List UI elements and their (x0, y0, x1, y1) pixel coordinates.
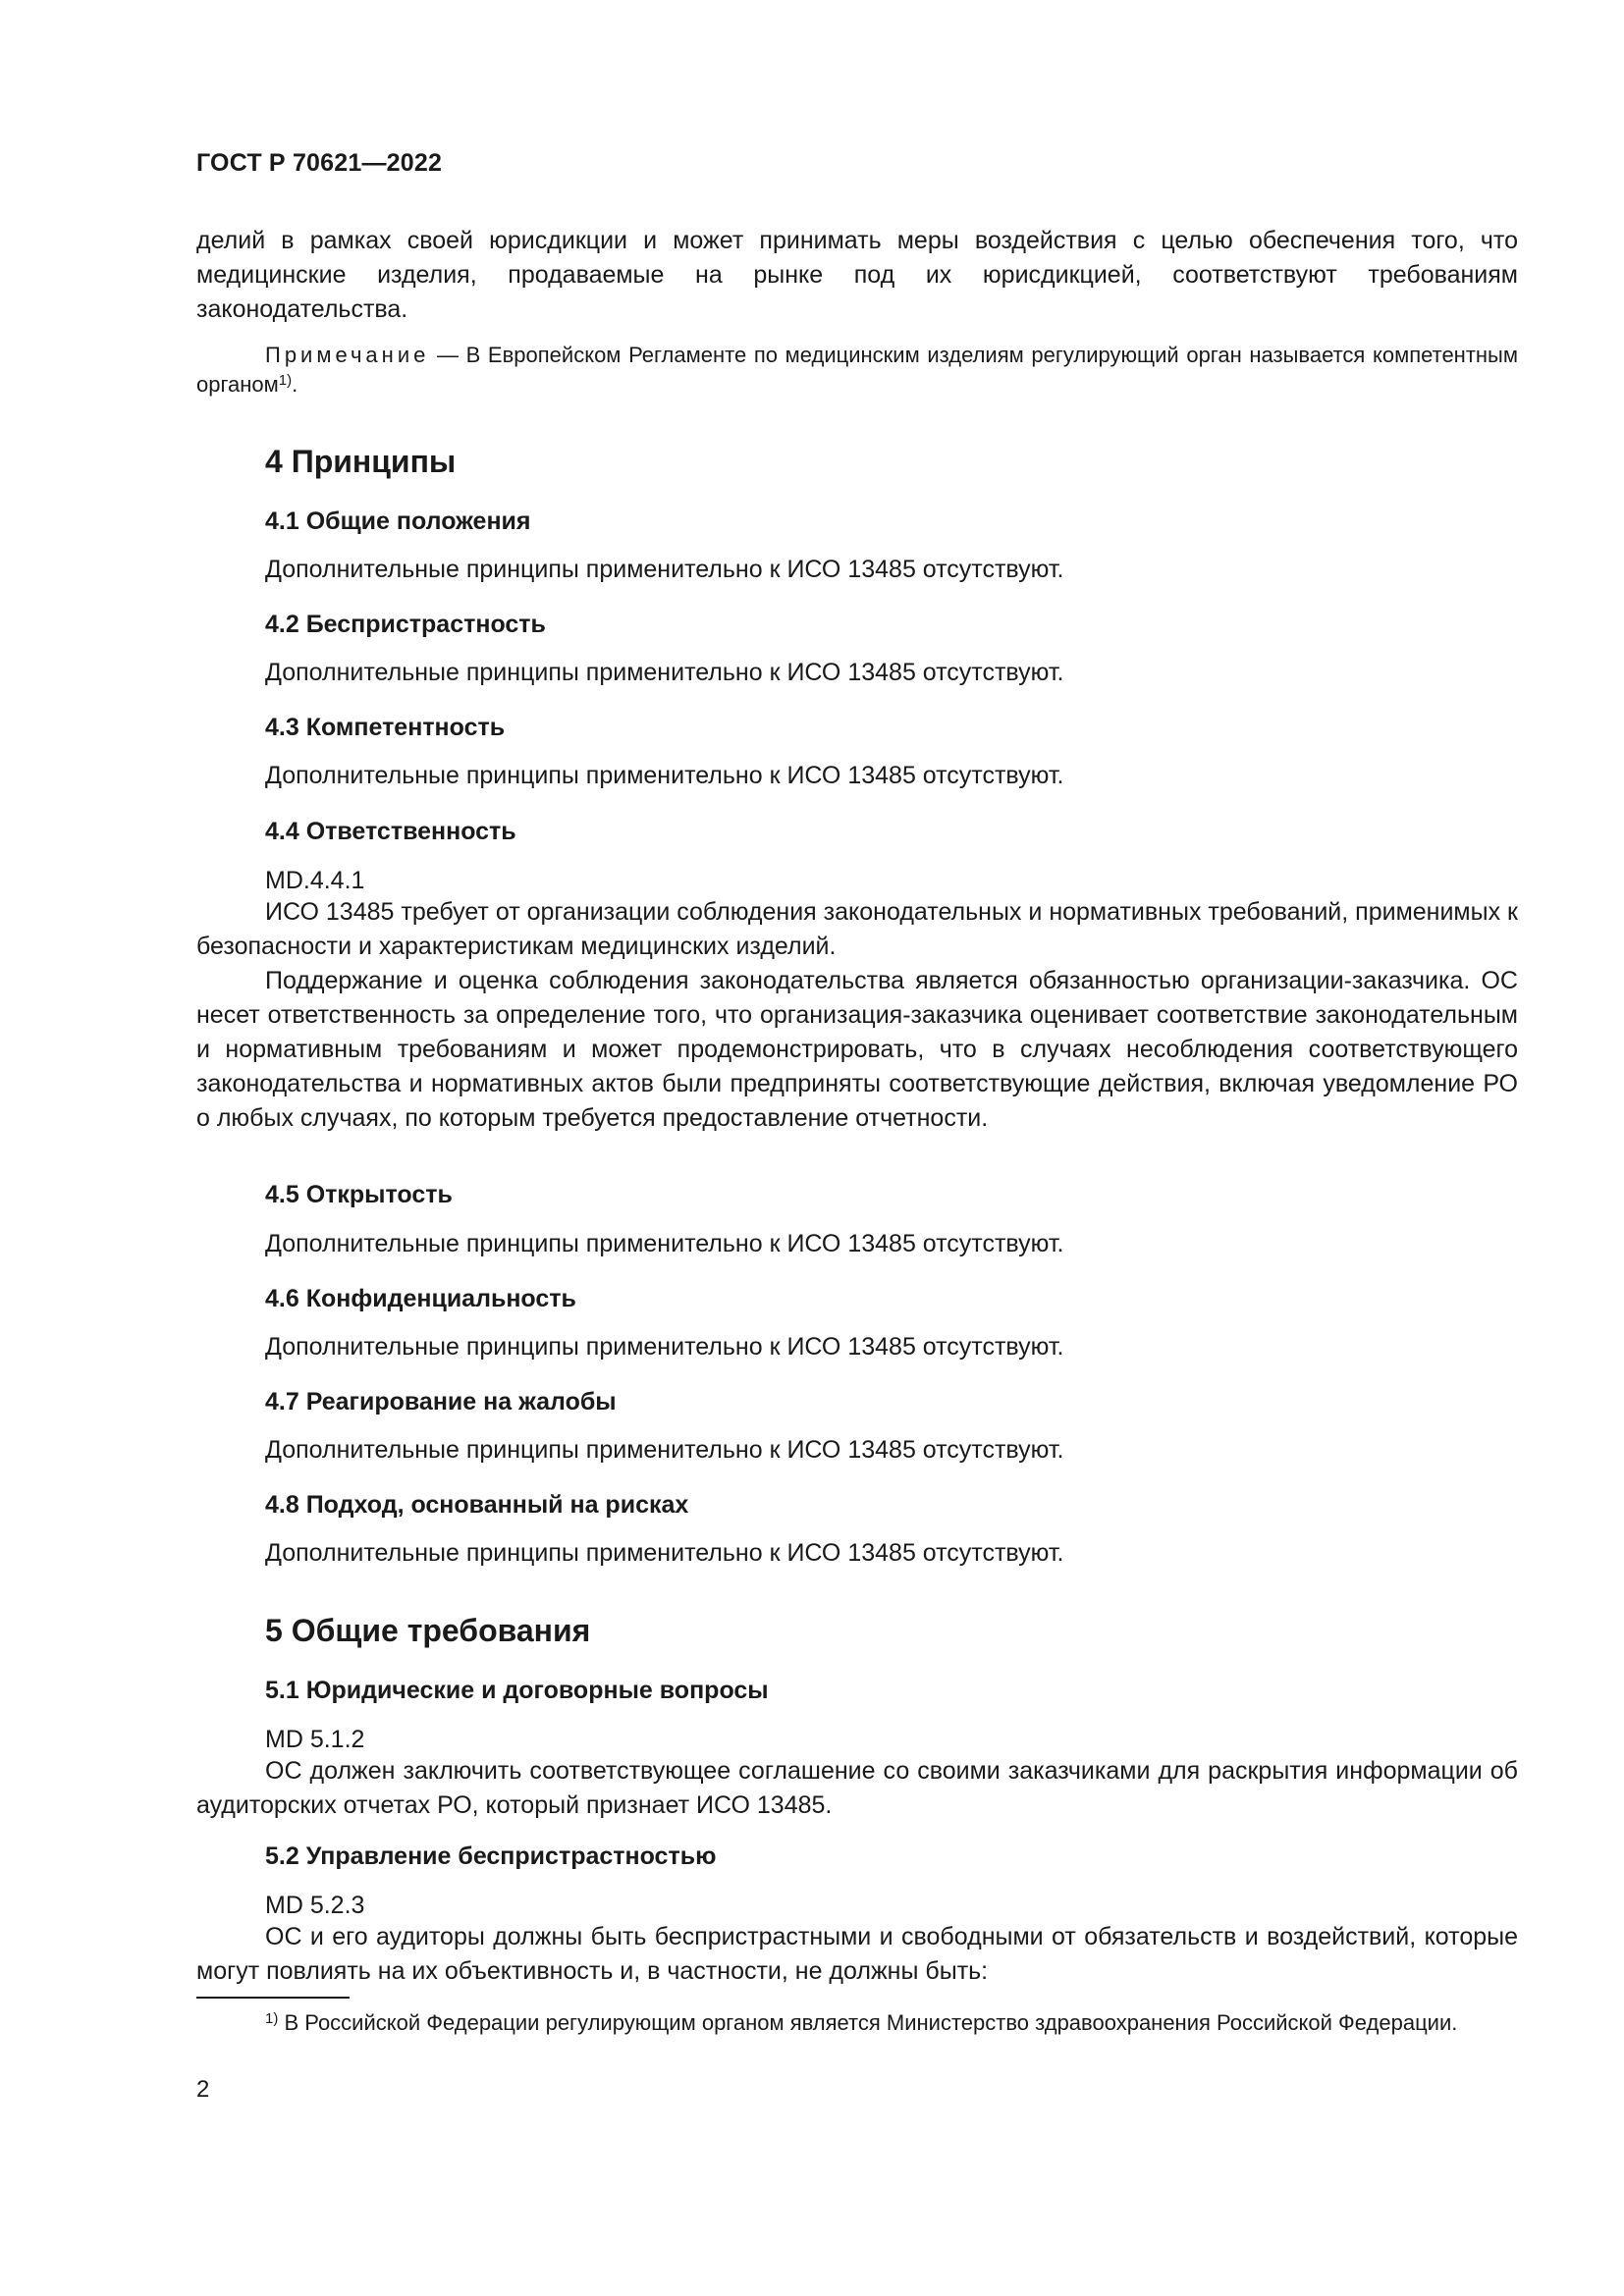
section-5-2-title: 5.2 Управление беспристрастностью (265, 1842, 717, 1870)
section-4-5-title: 4.5 Открытость (265, 1181, 453, 1208)
section-4-6-title: 4.6 Конфиденциальность (265, 1285, 576, 1312)
section-4-3-title: 4.3 Компетентность (265, 714, 506, 741)
section-4-8-title: 4.8 Подход, основанный на рисках (265, 1491, 689, 1519)
section-5-title: 5 Общие требования (265, 1613, 591, 1648)
section-5-1-code: MD 5.1.2 (265, 1726, 365, 1753)
section-4-4-paragraph-2: Поддержание и оценка соблюдения законодательства является обязанностью организации-заказчика. ОС несет ответственность за определение того, что организация-заказчика оценивает соответствие законодательным и нормативным требованиям и может продемонстрировать, что в случаях несоблюдения соответствующего законодательства и нормативных актов были предприняты соответствующие действия, включая уведомление РО о любых случаях, по которым требуется предоставление отчетности. (196, 967, 1518, 1132)
note (196, 341, 1518, 400)
intro-continuation: делий в рамках своей юрисдикции и может принимать меры воздействия с целью обеспечения того, что медицинские изделия, продаваемые на рынке под их юрисдикцией, соответствуют требованиям законодательства. (196, 227, 1518, 323)
note-label: Примечание (265, 343, 430, 367)
section-4-8-text: Дополнительные принципы применительно к ИСО 13485 отсутствуют. (265, 1539, 1064, 1567)
section-4-7-text: Дополнительные принципы применительно к ИСО 13485 отсутствуют. (265, 1436, 1064, 1464)
section-5-2-paragraph: ОС и его аудиторы должны быть беспристрастными и свободными от обязательств и воздействий, которые могут повлиять на их объективность и, в частности, не должны быть: (196, 1923, 1518, 1985)
document-header: ГОСТ Р 70621—2022 (196, 149, 443, 177)
section-4-4-title: 4.4 Ответственность (265, 818, 516, 845)
section-5-2-code: MD 5.2.3 (265, 1892, 365, 1919)
section-4-4-paragraph-1: ИСО 13485 требует от организации соблюдения законодательных и нормативных требований, применимых к безопасности и характеристикам медицинских изделий. (196, 898, 1518, 960)
section-4-1-title: 4.1 Общие положения (265, 507, 531, 535)
section-4-2-text: Дополнительные принципы применительно к ИСО 13485 отсутствуют. (265, 659, 1064, 686)
section-5-1-paragraph: ОС должен заключить соответствующее соглашение со своими заказчиками для раскрытия информации об аудиторских отчетах РО, который признает ИСО 13485. (196, 1757, 1518, 1819)
section-4-title: 4 Принципы (265, 444, 457, 479)
section-4-3-text: Дополнительные принципы применительно к ИСО 13485 отсутствуют. (265, 762, 1064, 789)
footnote (196, 2008, 1518, 2038)
section-4-4-code: MD.4.4.1 (265, 867, 365, 894)
footnote-separator (196, 1997, 350, 1999)
section-4-2-title: 4.2 Беспристрастность (265, 611, 546, 638)
note-text: — В Европейском Регламенте по медицинским изделиям регулирующий орган называется компетентным органом (196, 343, 1518, 397)
section-4-6-text: Дополнительные принципы применительно к ИСО 13485 отсутствуют. (265, 1333, 1064, 1361)
section-4-5-text: Дополнительные принципы применительно к ИСО 13485 отсутствуют. (265, 1230, 1064, 1257)
section-4-1-text: Дополнительные принципы применительно к ИСО 13485 отсутствуют. (265, 556, 1064, 583)
page-number: 2 (196, 2076, 210, 2103)
note-footnote-ref[interactable]: 1) (278, 372, 293, 389)
section-4-7-title: 4.7 Реагирование на жалобы (265, 1388, 617, 1415)
note-end: . (292, 372, 298, 397)
footnote-ref: 1) (265, 2010, 279, 2027)
section-5-1-title: 5.1 Юридические и договорные вопросы (265, 1677, 769, 1704)
footnote-text: В Российской Федерации регулирующим органом является Министерство здравоохранения Российской Федерации. (278, 2010, 1458, 2035)
